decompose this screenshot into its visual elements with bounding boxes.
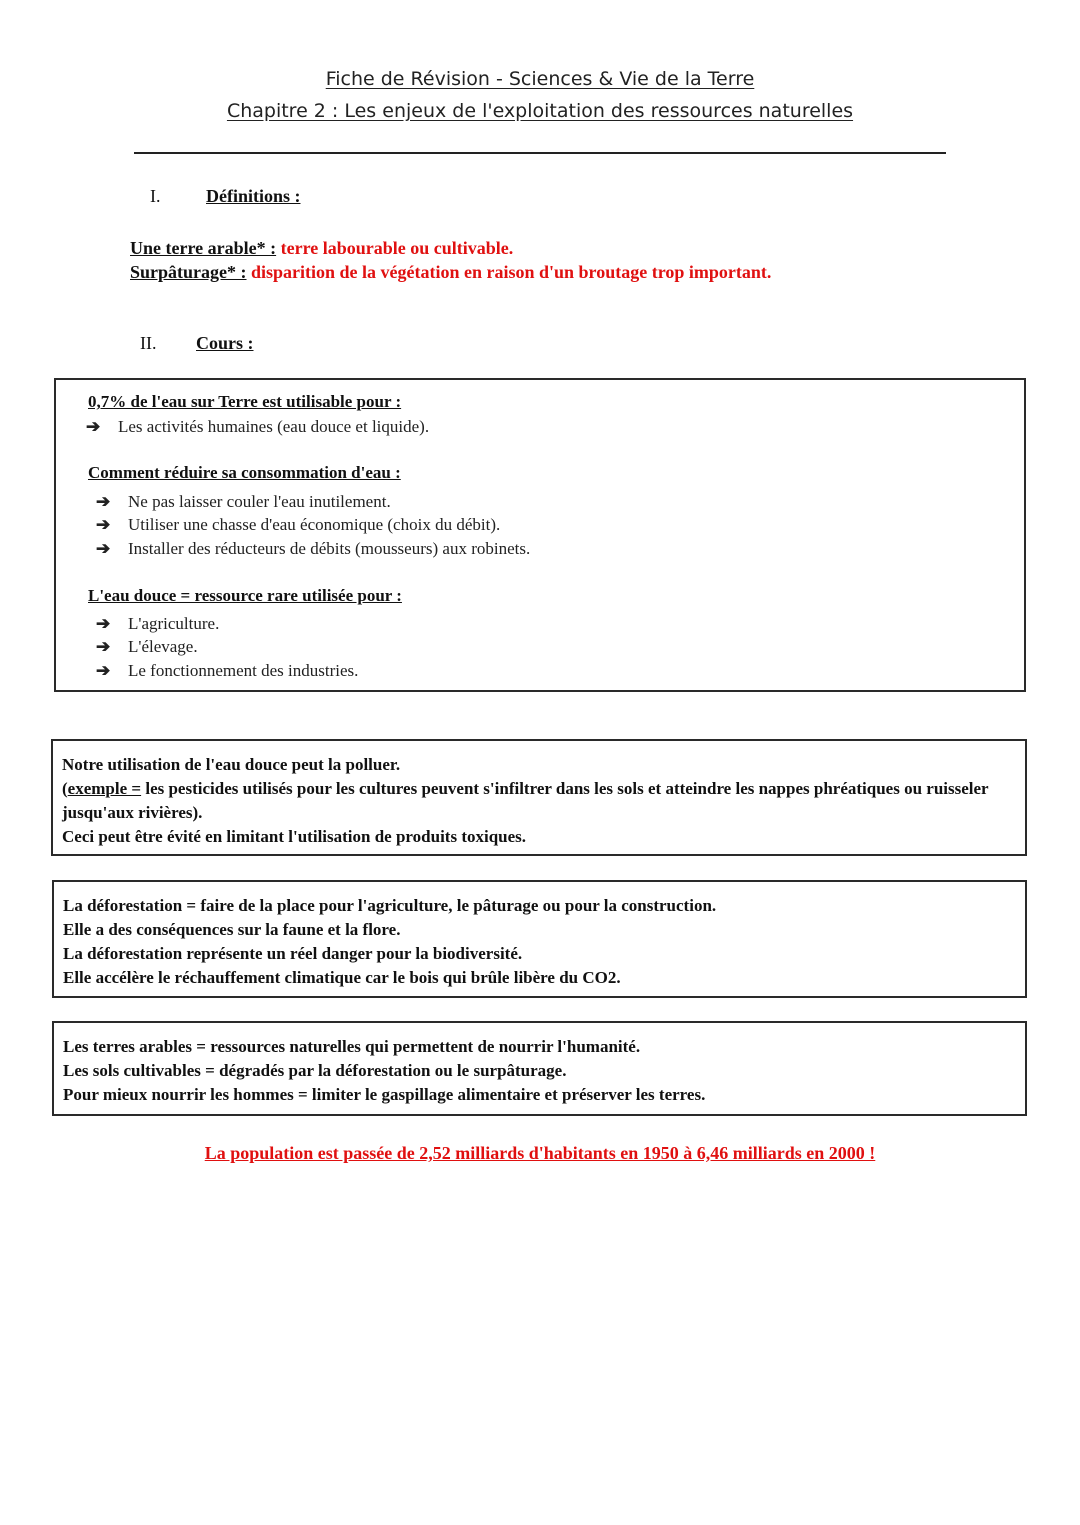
header-divider bbox=[134, 152, 946, 154]
definition-terre-arable bbox=[130, 236, 513, 260]
section-label: Cours : bbox=[196, 333, 254, 353]
arrow-icon: ➔ bbox=[96, 614, 111, 633]
bullet-item bbox=[86, 659, 358, 682]
population-highlight: La population est passée de 2,52 milliards d'habitants en 1950 à 6,46 milliards en 2000 ! bbox=[204, 1143, 876, 1163]
bullet-text: Les activités humaines (eau douce et liquide). bbox=[118, 417, 430, 436]
arrow-icon: ➔ bbox=[96, 492, 111, 511]
definition-term: Une terre arable* : bbox=[130, 238, 277, 258]
arable-land-text bbox=[63, 1035, 1013, 1107]
paragraph-line: La déforestation = faire de la place pour l'agriculture, le pâturage ou pour la construction. bbox=[63, 896, 717, 915]
paragraph-line: La déforestation représente un réel danger pour la biodiversité. bbox=[63, 944, 523, 963]
section-number: II. bbox=[140, 333, 157, 353]
title-text: Fiche de Révision - Sciences & Vie de la Terre bbox=[325, 68, 755, 90]
section-number: I. bbox=[150, 186, 161, 206]
chapter-title bbox=[0, 100, 1080, 122]
paren: ( bbox=[62, 779, 68, 798]
pollution-text bbox=[62, 753, 1012, 849]
section-label: Définitions : bbox=[206, 186, 301, 206]
bullet-item bbox=[86, 513, 500, 536]
chapter-text: Chapitre 2 : Les enjeux de l'exploitation des ressources naturelles bbox=[226, 100, 854, 122]
definition-term: Surpâturage* : bbox=[130, 262, 247, 282]
paragraph-line: Les sols cultivables = dégradés par la déforestation ou le surpâturage. bbox=[63, 1061, 567, 1080]
bullet-item bbox=[76, 415, 429, 438]
paragraph-line: Elle accélère le réchauffement climatique car le bois qui brûle libère du CO2. bbox=[63, 968, 621, 987]
example-text: les pesticides utilisés pour les cultures peuvent s'infiltrer dans les sols et atteindre les nappes phréatiques ou ruisseler jusqu'aux rivières). bbox=[62, 779, 989, 822]
box-heading: Comment réduire sa consommation d'eau : bbox=[88, 463, 401, 482]
document-title bbox=[0, 68, 1080, 90]
section-heading-cours bbox=[140, 333, 254, 354]
paragraph-line: Elle a des conséquences sur la faune et la flore. bbox=[63, 920, 401, 939]
bullet-item bbox=[86, 635, 198, 658]
bullet-text: Le fonctionnement des industries. bbox=[128, 661, 359, 680]
water-usage-box bbox=[54, 378, 1026, 692]
bullet-item bbox=[86, 537, 530, 560]
paragraph-line: Ceci peut être évité en limitant l'utilisation de produits toxiques. bbox=[62, 827, 527, 846]
box-heading: 0,7% de l'eau sur Terre est utilisable pour : bbox=[88, 392, 402, 411]
arable-land-box bbox=[52, 1021, 1027, 1116]
bullet-text: Installer des réducteurs de débits (mousseurs) aux robinets. bbox=[128, 539, 531, 558]
definition-text: disparition de la végétation en raison d'un broutage trop important. bbox=[246, 262, 772, 282]
bullet-text: Ne pas laisser couler l'eau inutilement. bbox=[128, 492, 391, 511]
definition-surpaturage bbox=[130, 260, 771, 284]
section-heading-definitions bbox=[150, 186, 301, 207]
arrow-icon: ➔ bbox=[96, 661, 111, 680]
arrow-icon: ➔ bbox=[96, 515, 111, 534]
bullet-text: L'agriculture. bbox=[128, 614, 220, 633]
deforestation-text bbox=[63, 894, 1013, 990]
deforestation-box bbox=[52, 880, 1027, 998]
bullet-text: Utiliser une chasse d'eau économique (choix du débit). bbox=[128, 515, 501, 534]
paragraph-line bbox=[62, 777, 1012, 825]
arrow-icon: ➔ bbox=[96, 637, 111, 656]
arrow-icon: ➔ bbox=[96, 539, 111, 558]
box-heading: L'eau douce = ressource rare utilisée pour : bbox=[88, 586, 402, 605]
example-label: exemple = bbox=[67, 779, 142, 798]
paragraph-line: Les terres arables = ressources naturelles qui permettent de nourrir l'humanité. bbox=[63, 1037, 641, 1056]
bullet-item bbox=[86, 490, 391, 513]
bullet-text: L'élevage. bbox=[128, 637, 198, 656]
paragraph-line: Pour mieux nourrir les hommes = limiter le gaspillage alimentaire et préserver les terres. bbox=[63, 1085, 706, 1104]
arrow-icon: ➔ bbox=[86, 417, 101, 436]
definition-text: terre labourable ou cultivable. bbox=[276, 238, 514, 258]
paragraph-line: Notre utilisation de l'eau douce peut la polluer. bbox=[62, 755, 401, 774]
water-pollution-box bbox=[51, 739, 1027, 856]
bullet-item bbox=[86, 612, 219, 635]
